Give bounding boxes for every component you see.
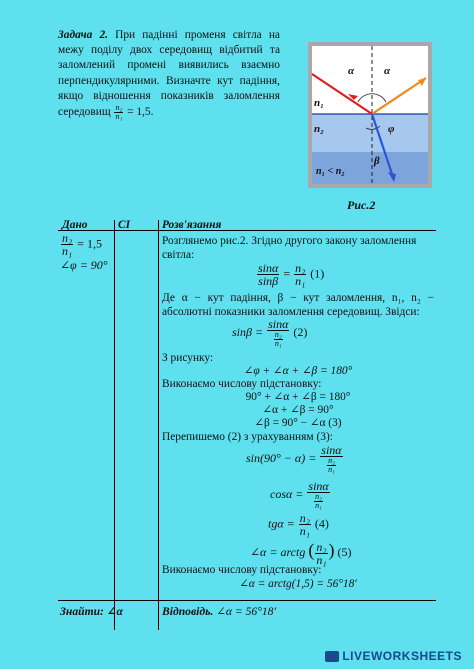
fig-alpha-right: α: [384, 65, 391, 77]
answer-label: Відповідь.: [162, 605, 214, 618]
table-divider-1: [114, 220, 115, 630]
find-label: Знайти: ∠α: [60, 605, 123, 618]
solution-substitute-2: Виконаємо числову підстановку:: [162, 564, 322, 576]
equation-6: tgα = $\frac{\text{n₂}}{\text{n₁}}$ (4): [268, 511, 329, 538]
given-ratio-value: = 1,5: [77, 236, 102, 251]
equation-sum: ∠φ + ∠α + ∠β = 180°: [243, 365, 353, 377]
equation-4: sin(90° − α) = $\frac{\sin\alpha}{\frac{\text{n₂}}{\text{n₁}}}$: [246, 443, 342, 474]
answer-value: ∠α = 56°18′: [216, 605, 276, 618]
task-text: При падінні променя світла на межу поділу двох середовищ відбитий та заломлений промені виявились взаємно перпендикулярними. Визначте кут падіння, якщо відношення показників заломлення середовищ: [58, 29, 280, 119]
liveworksheets-logo: LIVEWORKSHEETS: [325, 649, 462, 663]
task-ratio-value: = 1,5.: [127, 106, 154, 119]
equation-5: cosα = $\frac{\sin\alpha}{\frac{\text{n₂}}{\text{n₁}}}$: [270, 479, 329, 510]
fig-n2: n₂: [314, 123, 324, 135]
equation-s1: 90° + ∠α + ∠β = 180°: [245, 391, 351, 403]
fig-beta: β: [374, 155, 380, 167]
table-divider-2: [158, 220, 159, 630]
task-label: Задача 2.: [58, 29, 108, 41]
header-si: СІ: [118, 219, 131, 231]
equation-2: sinβ = $\frac{\sin\alpha}{\frac{\text{n₂}}{\text{n₁}}}$ (2): [232, 317, 308, 348]
equation-final: ∠α = arctg(1,5) = 56°18′: [239, 578, 357, 590]
equation-7: ∠α = arctg ( $\frac{\text{n₂}}{\text{n₁}}$ ) (5): [250, 539, 352, 567]
given-ratio: $\frac{\text{n₂}}{\text{n₁}}$: [62, 231, 73, 258]
solution-where: Де α − кут падіння, β − кут заломлення, n₁, n₂ − абсолютні показники заломлення середовищ. Звідси:: [162, 292, 434, 318]
equation-s3: ∠β = 90° − ∠α (3): [254, 417, 342, 429]
solution-from-figure: З рисунку:: [162, 352, 214, 364]
task-ratio: $\frac{\text{n₂}}{\text{n₁}}$: [115, 103, 123, 122]
fig-alpha-left: α: [348, 65, 355, 77]
task-statement: [58, 28, 280, 121]
solution-substitute: Виконаємо числову підстановку:: [162, 378, 322, 390]
equation-s2: ∠α + ∠β = 90°: [262, 404, 334, 416]
header-given: Дано: [62, 219, 88, 231]
figure-caption: Рис.2: [347, 198, 376, 212]
header-solution: Розв'язання: [162, 219, 222, 231]
fig-relation: n₁ < n₂: [316, 166, 345, 177]
given-block: [60, 232, 108, 273]
equation-1: $\frac{\sin\alpha}{\sin\beta}$ = $\frac{\text{n₂}}{\text{n₁}}$ (1): [258, 261, 325, 288]
solution-rewrite: Перепишемо (2) з урахуванням (3):: [162, 431, 333, 443]
refraction-figure: [308, 42, 432, 188]
solution-intro: Розглянемо рис.2. Згідно другого закону заломлення світла:: [162, 235, 417, 261]
logo-icon: [325, 651, 339, 662]
given-phi: ∠φ = 90°: [60, 258, 108, 272]
fig-phi: φ: [388, 123, 395, 135]
fig-n1: n₁: [314, 97, 324, 109]
answer: [162, 604, 276, 618]
